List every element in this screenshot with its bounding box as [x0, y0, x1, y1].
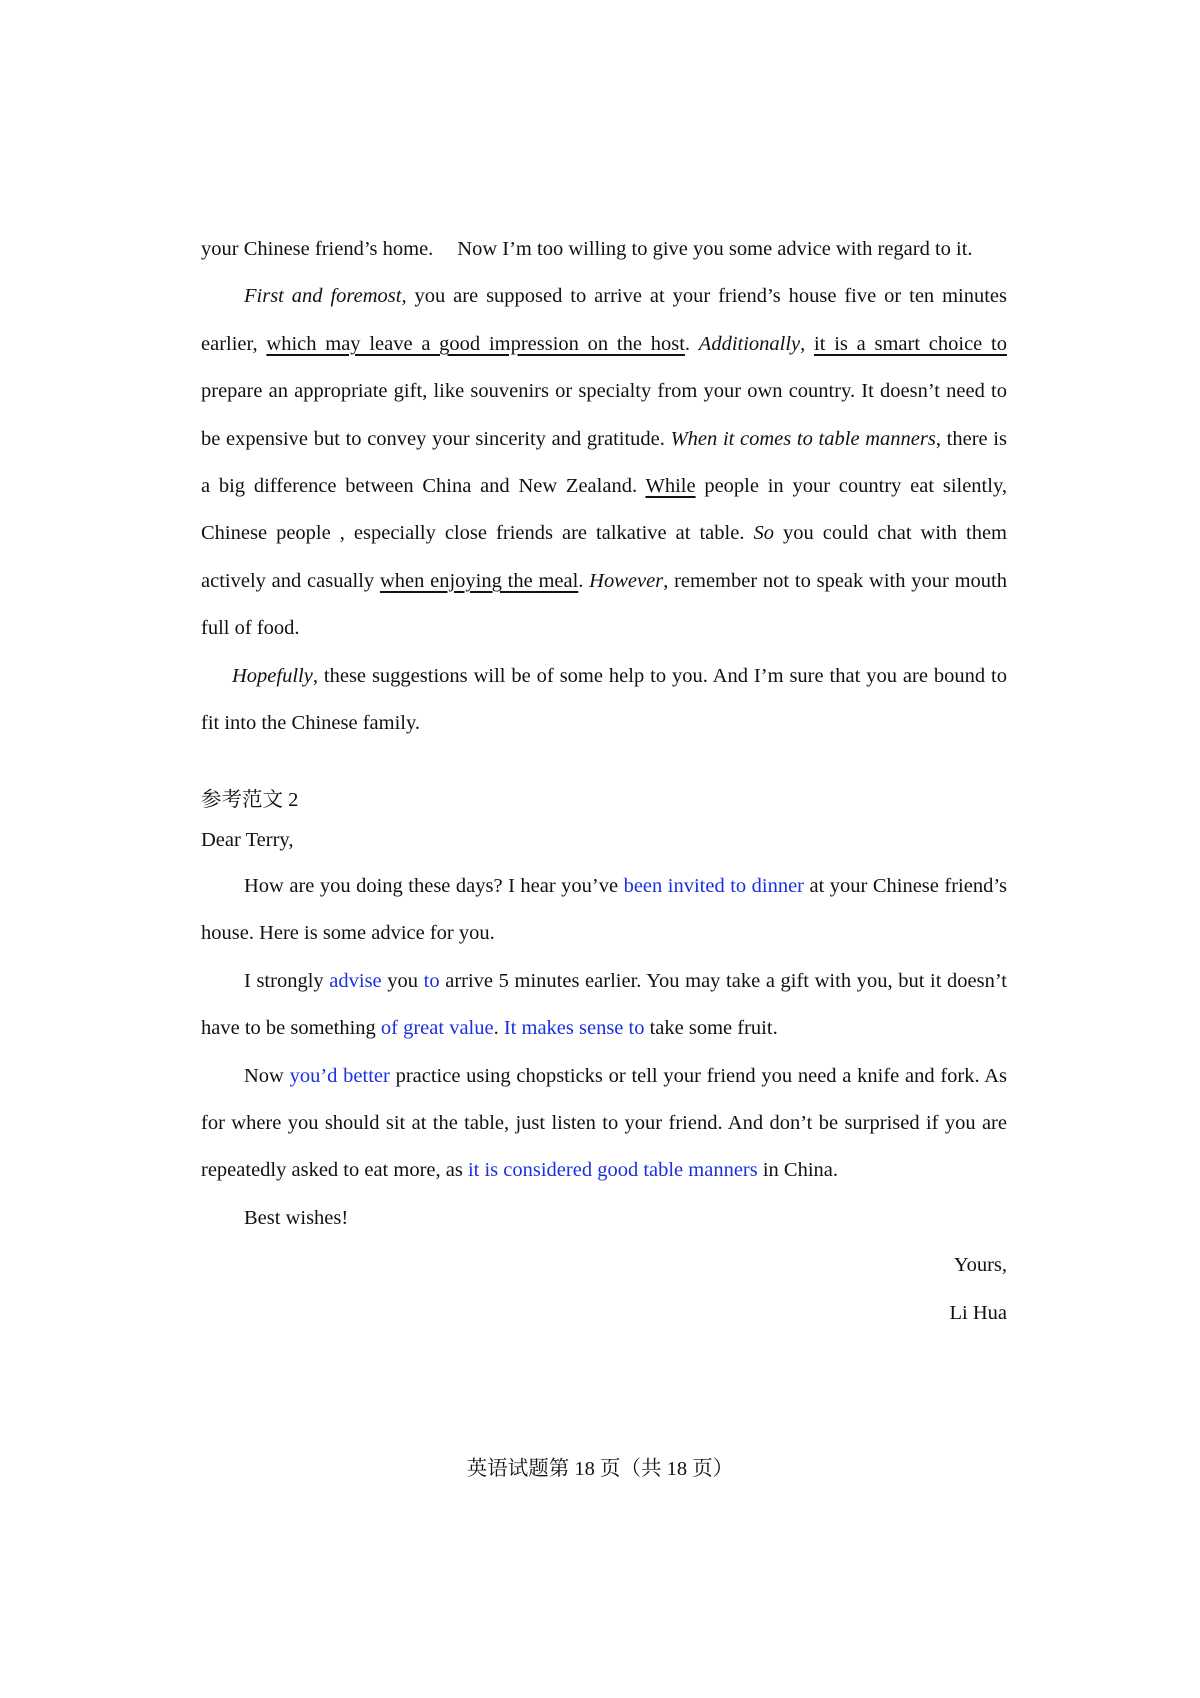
essay2-p1-highlight-1: been invited to dinner: [623, 875, 804, 897]
essay2-p1-text-2: at your Chinese friend’s house. Here is some advice for you.: [201, 875, 1007, 945]
essay2-paragraph-2: [201, 958, 1007, 1053]
essay1-paragraph-2: [201, 273, 1007, 652]
essay1-p2-text-7: you could chat with them actively and casually: [201, 522, 1008, 592]
essay1: [201, 226, 1007, 747]
essay2-p2-highlight-1: advise: [329, 969, 382, 992]
essay2-p2-highlight-4: It makes sense to: [503, 1017, 645, 1040]
essay2-paragraph-1: [201, 863, 1007, 958]
essay2-p3-highlight-2: it is considered good table manners: [467, 1159, 758, 1182]
essay1-p2-em-5: However: [589, 569, 664, 592]
essay1-p3-text: , these suggestions will be of some help to you. And I’m sure that you are bound to fit into the Chinese family.: [201, 664, 1007, 735]
essay2-p1-text-1: How are you doing these days? I hear you’ve: [244, 875, 624, 897]
essay1-p1-line-start: your Chinese friend’s home.: [201, 238, 434, 260]
essay2-p2-highlight-2: to: [423, 969, 440, 992]
essay2-p3-text-2: practice using chopsticks or tell your friend you need a knife and fork. As for where you should sit at the table, just listen to your friend. And don’t be surprised if you are repeatedly asked to eat more, as: [201, 1064, 1007, 1182]
essay2-p2-text-1: I strongly: [244, 969, 330, 992]
essay2-p2-text-2: you: [381, 969, 424, 992]
essay2-p2-text-3: arrive 5 minutes earlier. You may take a gift with you, but it doesn’t have to be something: [201, 969, 1007, 1040]
essay1-p1-sentence: Now I’m too willing to give you some advice with regard to it.: [457, 238, 973, 260]
essay1-p2-text-8: .: [578, 569, 590, 592]
essay1-p2-text-1: , you are supposed to arrive at your friend’s house five or ten minutes earlier,: [201, 285, 1007, 355]
essay2-paragraph-3: [201, 1053, 1007, 1195]
essay1-p2-text-6: people in your country eat silently, Chinese people , especially close friends are talkative at table.: [201, 475, 1007, 545]
page-footer: 英语试题第 18 页（共 18 页）: [466, 1458, 734, 1480]
essay1-p2-em-3: When it comes to table manners: [670, 427, 936, 450]
essay2-signature: Li Hua: [949, 1301, 1007, 1324]
essay2-p3-text-1: Now: [244, 1064, 290, 1087]
essay1-p2-text-9: , remember not to speak with your mouth full of food.: [201, 569, 1007, 640]
essay1-p3-em: Hopefully: [232, 664, 313, 687]
essay2-p3-text-3: in China.: [757, 1159, 839, 1182]
essay1-p2-em-1: First and foremost: [244, 285, 402, 308]
essay1-p2-underline-4: when enjoying the meal: [379, 569, 579, 592]
essay2-p2-highlight-3: of great value: [380, 1017, 494, 1040]
essay2-sign-off: Yours,: [953, 1254, 1007, 1277]
essay2-p2-text-5: take some fruit.: [644, 1017, 778, 1040]
essay2-p2-text-4: .: [493, 1017, 504, 1040]
essay1-p2-text-2: .: [684, 332, 699, 355]
essay1-p2-text-3: ,: [800, 332, 815, 355]
essay1-p2-text-4: prepare an appropriate gift, like souvenirs or specialty from your own country. It doesn’t need to be expensive but to convey your sincerity and gratitude.: [201, 380, 1007, 450]
essay2-greeting: Dear Terry,: [201, 829, 294, 851]
essay2: [201, 780, 1007, 1337]
essay1-paragraph-3: [201, 653, 1007, 748]
essay1-p2-underline-1: which may leave a good impression on the host: [266, 332, 685, 355]
essay1-p2-underline-2: it is a smart choice to: [814, 332, 1007, 355]
essay1-p2-underline-3: While: [645, 475, 696, 498]
essay1-paragraph-1: [201, 226, 1007, 273]
essay1-p2-em-2: Additionally: [698, 332, 801, 355]
essay1-p2-em-4: So: [753, 522, 774, 545]
essay2-heading: 参考范文 2: [201, 789, 299, 811]
essay2-p3-highlight-1: you’d better: [289, 1064, 390, 1087]
essay2-closing: Best wishes!: [244, 1206, 349, 1229]
essay1-p2-text-5: , there is a big difference between China and New Zealand.: [201, 427, 1007, 498]
